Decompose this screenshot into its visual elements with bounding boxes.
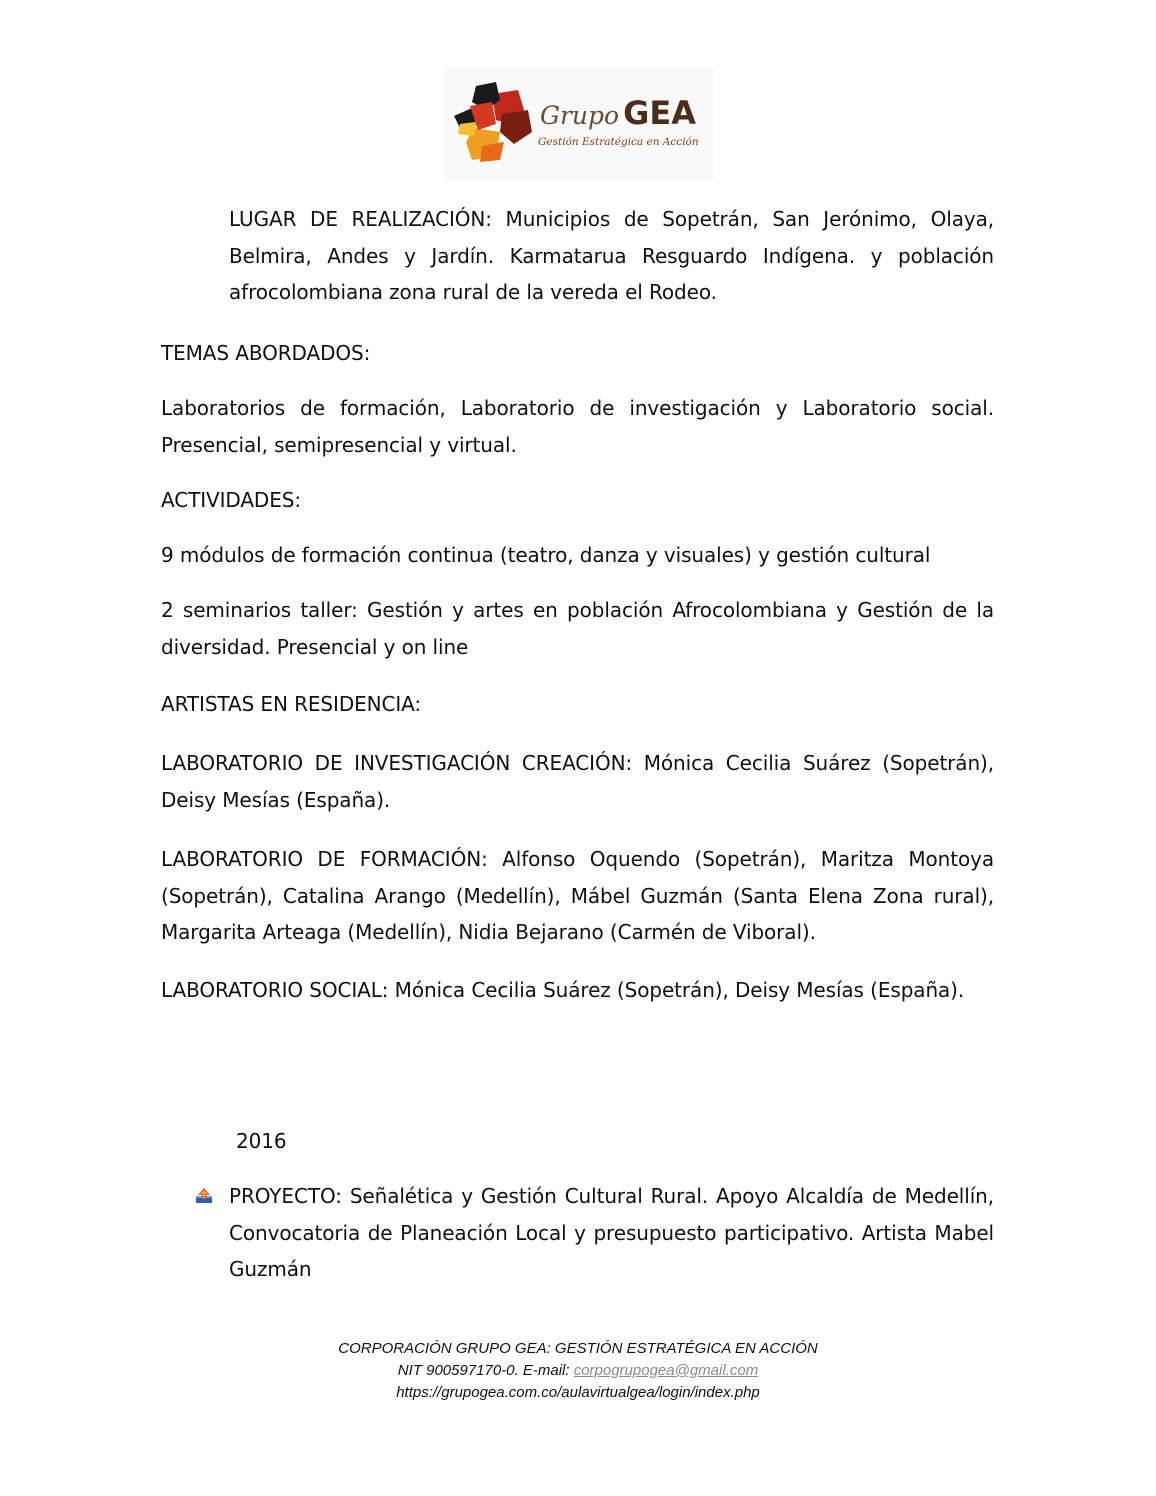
actividades-item-1: 9 módulos de formación continua (teatro, danza y visuales) y gestión cultural (161, 543, 931, 567)
footer-contact-line (0, 1360, 1156, 1382)
actividades-heading: ACTIVIDADES: (161, 488, 301, 512)
logo-tagline: Gestión Estratégica en Acción (538, 136, 699, 148)
footer-nit: NIT 900597170-0. E-mail: (397, 1362, 574, 1379)
logo-word-grupo: Grupo (540, 101, 620, 130)
footer-org-line: CORPORACIÓN GRUPO GEA: GESTIÓN ESTRATÉGICA EN ACCIÓN (338, 1340, 818, 1357)
footer-email-link[interactable]: corpogrupogea@gmail.com (573, 1362, 759, 1379)
lugar-paragraph: LUGAR DE REALIZACIÓN: Municipios de Sopetrán, San Jerónimo, Olaya, Belmira, Andes y Jardín. Karmatarua Resguardo Indígena. y población afrocolombiana zona rural de la vereda el Rodeo. (229, 207, 994, 304)
logo-wordmark (540, 94, 696, 132)
year-heading: 2016 (236, 1129, 287, 1153)
logo-word-gea: GEA (623, 94, 696, 132)
temas-heading: TEMAS ABORDADOS: (161, 341, 371, 365)
lab-investigacion-paragraph: LABORATORIO DE INVESTIGACIÓN CREACIÓN: Mónica Cecilia Suárez (Sopetrán), Deisy Mesías (España). (161, 751, 994, 812)
grupo-gea-logo (444, 68, 714, 180)
footer-url[interactable]: https://grupogea.com.co/aulavirtualgea/login/index.php (396, 1384, 760, 1401)
proyecto-paragraph: PROYECTO: Señalética y Gestión Cultural Rural. Apoyo Alcaldía de Medellín, Convocatoria de Planeación Local y presupuesto participativo. Artista Mabel Guzmán (229, 1184, 994, 1281)
artistas-heading: ARTISTAS EN RESIDENCIA: (161, 692, 422, 716)
lab-social-paragraph: LABORATORIO SOCIAL: Mónica Cecilia Suárez (Sopetrán), Deisy Mesías (España). (161, 978, 965, 1002)
bullet-arrow-icon (195, 1187, 213, 1205)
lab-formacion-paragraph: LABORATORIO DE FORMACIÓN: Alfonso Oquendo (Sopetrán), Maritza Montoya (Sopetrán), Catalina Arango (Medellín), Mábel Guzmán (Santa Elena Zona rural), Margarita Arteaga (Medellín), Nidia Bejarano (Carmén de Viboral). (161, 847, 994, 944)
temas-paragraph: Laboratorios de formación, Laboratorio de investigación y Laboratorio social. Presencial, semipresencial y virtual. (161, 396, 994, 457)
actividades-item-2: 2 seminarios taller: Gestión y artes en población Afrocolombiana y Gestión de la diversidad. Presencial y on line (161, 598, 994, 659)
page-footer (0, 1338, 1156, 1404)
logo-emblem-icon (452, 80, 536, 166)
